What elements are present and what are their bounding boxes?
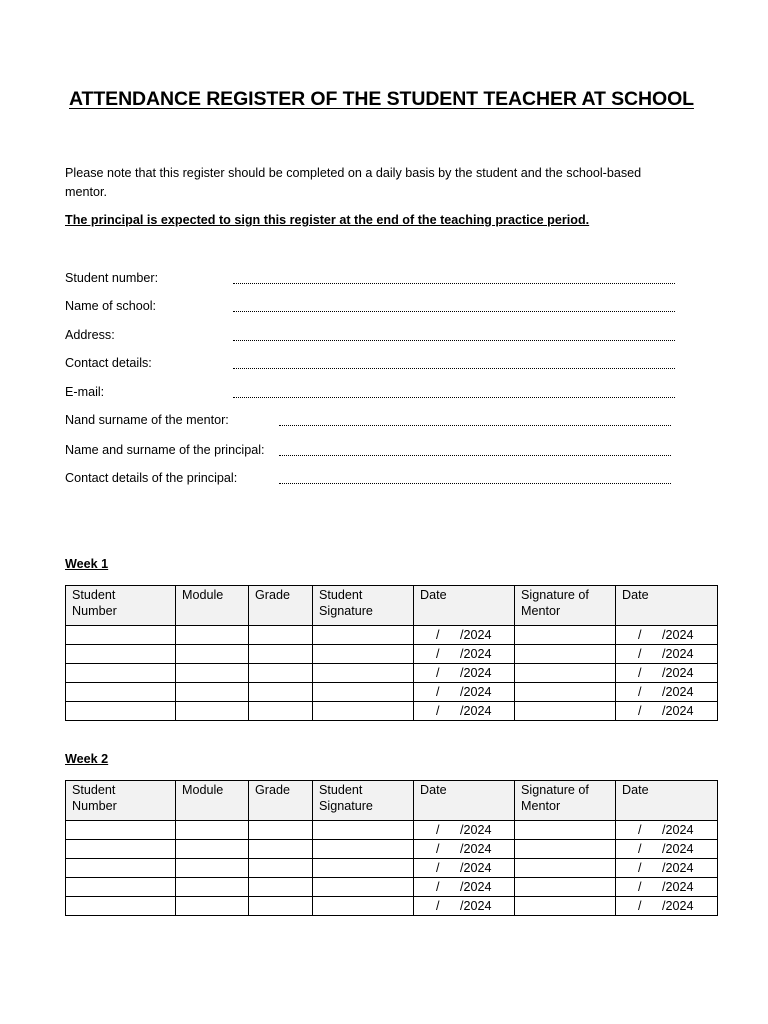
table-header-row	[66, 586, 718, 626]
cell-mentor-signature[interactable]	[515, 626, 616, 645]
cell-mentor-signature[interactable]	[515, 664, 616, 683]
table-row	[66, 878, 718, 897]
field-address[interactable]	[65, 328, 675, 346]
date-year: /2024	[662, 628, 694, 642]
date-year: /2024	[662, 666, 694, 680]
table-row	[66, 626, 718, 645]
table-row	[66, 859, 718, 878]
cell-module[interactable]	[176, 645, 249, 664]
date-slash: /	[638, 861, 642, 875]
field-principal-contact[interactable]	[65, 471, 675, 489]
cell-mentor-date[interactable]	[616, 626, 718, 645]
date-year: /2024	[460, 647, 492, 661]
header-student-number: Student Number	[66, 781, 176, 821]
cell-module[interactable]	[176, 664, 249, 683]
cell-mentor-date[interactable]	[616, 664, 718, 683]
header-module: Module	[176, 781, 249, 821]
date-slash: /	[638, 647, 642, 661]
date-slash: /	[638, 899, 642, 913]
header-student-signature: Student Signature	[313, 586, 414, 626]
date-year: /2024	[662, 647, 694, 661]
cell-module[interactable]	[176, 840, 249, 859]
field-dotted-line[interactable]	[233, 340, 675, 341]
week-2-label: Week 2	[65, 752, 109, 766]
week-1-table	[65, 585, 718, 721]
cell-date[interactable]	[414, 897, 515, 916]
table-row	[66, 664, 718, 683]
cell-student-signature[interactable]	[313, 626, 414, 645]
date-year: /2024	[662, 842, 694, 856]
cell-mentor-date[interactable]	[616, 897, 718, 916]
date-year: /2024	[460, 685, 492, 699]
table-row	[66, 683, 718, 702]
date-slash: /	[436, 704, 440, 718]
principal-note: The principal is expected to sign this register at the end of the teaching practice period.	[65, 213, 590, 227]
field-principal-name[interactable]	[65, 443, 675, 461]
cell-date[interactable]	[414, 878, 515, 897]
cell-mentor-signature[interactable]	[515, 859, 616, 878]
cell-mentor-date[interactable]	[616, 821, 718, 840]
cell-module[interactable]	[176, 897, 249, 916]
cell-date[interactable]	[414, 840, 515, 859]
date-year: /2024	[662, 861, 694, 875]
field-label: Contact details of the principal:	[65, 471, 238, 485]
date-year: /2024	[460, 842, 492, 856]
date-year: /2024	[460, 899, 492, 913]
cell-date[interactable]	[414, 645, 515, 664]
cell-grade[interactable]	[249, 683, 313, 702]
cell-date[interactable]	[414, 702, 515, 721]
cell-mentor-signature[interactable]	[515, 702, 616, 721]
cell-date[interactable]	[414, 626, 515, 645]
date-year: /2024	[662, 704, 694, 718]
cell-mentor-date[interactable]	[616, 878, 718, 897]
cell-student-signature[interactable]	[313, 664, 414, 683]
cell-student-number[interactable]	[66, 821, 176, 840]
date-year: /2024	[460, 861, 492, 875]
field-contact-details[interactable]	[65, 356, 675, 374]
date-slash: /	[436, 842, 440, 856]
date-slash: /	[436, 666, 440, 680]
field-dotted-line[interactable]	[279, 425, 671, 426]
date-year: /2024	[460, 823, 492, 837]
field-dotted-line[interactable]	[233, 311, 675, 312]
cell-module[interactable]	[176, 859, 249, 878]
field-dotted-line[interactable]	[233, 397, 675, 398]
cell-date[interactable]	[414, 664, 515, 683]
header-signature-mentor: Signature of Mentor	[515, 586, 616, 626]
cell-student-signature[interactable]	[313, 859, 414, 878]
date-slash: /	[638, 842, 642, 856]
cell-mentor-signature[interactable]	[515, 821, 616, 840]
field-dotted-line[interactable]	[279, 483, 671, 484]
table-row	[66, 821, 718, 840]
cell-student-number[interactable]	[66, 859, 176, 878]
date-year: /2024	[662, 823, 694, 837]
field-mentor-name[interactable]	[65, 413, 675, 431]
header-date: Date	[414, 586, 515, 626]
date-slash: /	[436, 880, 440, 894]
cell-mentor-date[interactable]	[616, 702, 718, 721]
date-year: /2024	[662, 899, 694, 913]
cell-mentor-signature[interactable]	[515, 897, 616, 916]
cell-student-signature[interactable]	[313, 840, 414, 859]
cell-grade[interactable]	[249, 878, 313, 897]
field-name-of-school[interactable]	[65, 299, 675, 317]
cell-student-number[interactable]	[66, 626, 176, 645]
table-row	[66, 645, 718, 664]
date-slash: /	[436, 823, 440, 837]
cell-date[interactable]	[414, 859, 515, 878]
cell-student-signature[interactable]	[313, 878, 414, 897]
cell-student-number[interactable]	[66, 702, 176, 721]
header-date-mentor: Date	[616, 781, 718, 821]
cell-grade[interactable]	[249, 626, 313, 645]
cell-mentor-signature[interactable]	[515, 840, 616, 859]
field-student-number[interactable]	[65, 271, 675, 289]
date-year: /2024	[460, 666, 492, 680]
date-year: /2024	[662, 880, 694, 894]
cell-student-signature[interactable]	[313, 645, 414, 664]
date-slash: /	[436, 628, 440, 642]
cell-date[interactable]	[414, 821, 515, 840]
date-year: /2024	[662, 685, 694, 699]
cell-student-signature[interactable]	[313, 683, 414, 702]
date-slash: /	[436, 685, 440, 699]
cell-module[interactable]	[176, 821, 249, 840]
field-email[interactable]	[65, 385, 675, 403]
header-date: Date	[414, 781, 515, 821]
field-dotted-line[interactable]	[279, 455, 671, 456]
table-row	[66, 840, 718, 859]
header-grade: Grade	[249, 781, 313, 821]
cell-grade[interactable]	[249, 897, 313, 916]
field-label: Student number:	[65, 271, 159, 285]
field-label: E-mail:	[65, 385, 105, 399]
cell-student-number[interactable]	[66, 840, 176, 859]
cell-grade[interactable]	[249, 645, 313, 664]
cell-student-number[interactable]	[66, 664, 176, 683]
date-slash: /	[436, 861, 440, 875]
cell-mentor-date[interactable]	[616, 859, 718, 878]
cell-module[interactable]	[176, 878, 249, 897]
cell-mentor-date[interactable]	[616, 683, 718, 702]
cell-module[interactable]	[176, 683, 249, 702]
date-slash: /	[436, 647, 440, 661]
date-slash: /	[638, 823, 642, 837]
cell-student-number[interactable]	[66, 878, 176, 897]
header-signature-mentor: Signature of Mentor	[515, 781, 616, 821]
cell-mentor-signature[interactable]	[515, 645, 616, 664]
cell-student-signature[interactable]	[313, 821, 414, 840]
cell-student-number[interactable]	[66, 897, 176, 916]
date-slash: /	[638, 666, 642, 680]
date-year: /2024	[460, 704, 492, 718]
header-student-signature: Student Signature	[313, 781, 414, 821]
date-year: /2024	[460, 628, 492, 642]
field-dotted-line[interactable]	[233, 283, 675, 284]
cell-grade[interactable]	[249, 859, 313, 878]
table-row	[66, 897, 718, 916]
cell-mentor-date[interactable]	[616, 645, 718, 664]
cell-grade[interactable]	[249, 664, 313, 683]
date-slash: /	[638, 704, 642, 718]
date-slash: /	[638, 685, 642, 699]
cell-module[interactable]	[176, 702, 249, 721]
header-date-mentor: Date	[616, 586, 718, 626]
cell-mentor-signature[interactable]	[515, 878, 616, 897]
cell-grade[interactable]	[249, 821, 313, 840]
cell-student-signature[interactable]	[313, 702, 414, 721]
header-module: Module	[176, 586, 249, 626]
cell-student-signature[interactable]	[313, 897, 414, 916]
cell-mentor-signature[interactable]	[515, 683, 616, 702]
date-slash: /	[436, 899, 440, 913]
field-label: Address:	[65, 328, 115, 342]
date-slash: /	[638, 880, 642, 894]
cell-mentor-date[interactable]	[616, 840, 718, 859]
field-label: Nand surname of the mentor:	[65, 413, 229, 427]
header-grade: Grade	[249, 586, 313, 626]
cell-student-number[interactable]	[66, 683, 176, 702]
week-1-label: Week 1	[65, 557, 109, 571]
header-student-number: Student Number	[66, 586, 176, 626]
cell-grade[interactable]	[249, 840, 313, 859]
field-label: Name of school:	[65, 299, 156, 313]
cell-module[interactable]	[176, 626, 249, 645]
cell-date[interactable]	[414, 683, 515, 702]
date-slash: /	[638, 628, 642, 642]
table-header-row	[66, 781, 718, 821]
field-label: Contact details:	[65, 356, 152, 370]
week-2-table	[65, 780, 718, 916]
table-row	[66, 702, 718, 721]
field-label: Name and surname of the principal:	[65, 443, 265, 457]
field-dotted-line[interactable]	[233, 368, 675, 369]
instructions-note: Please note that this register should be completed on a daily basis by the student and the school-based mentor.	[65, 166, 642, 199]
date-year: /2024	[460, 880, 492, 894]
page-title: ATTENDANCE REGISTER OF THE STUDENT TEACHER AT SCHOOL	[69, 88, 694, 110]
cell-student-number[interactable]	[66, 645, 176, 664]
cell-grade[interactable]	[249, 702, 313, 721]
